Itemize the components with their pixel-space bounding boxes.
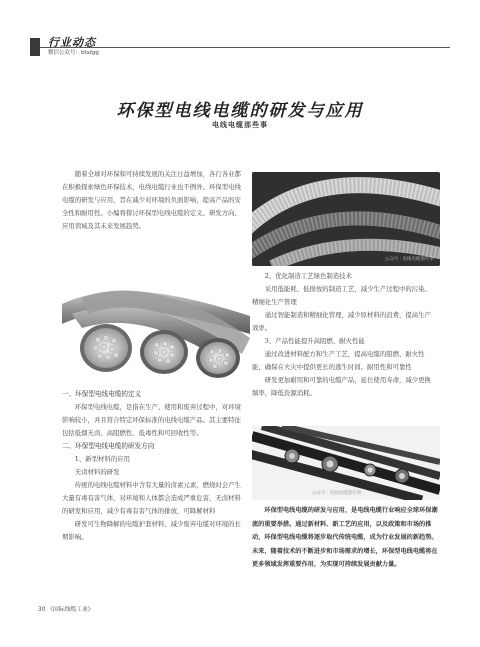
section-label: 行业动态 (48, 36, 96, 49)
section-heading-definition: 一、环保型电线电缆的定义 (62, 390, 142, 398)
left-intro-block (62, 168, 242, 233)
page-footer: 30 《国际线缆工业》 (38, 607, 94, 613)
conclusion-block (252, 504, 440, 572)
photo-watermark-top: 公众号 · 电线电缆那些事 (384, 257, 434, 262)
subheading-new-materials: 1、新型材料的应用 (74, 455, 130, 463)
article-byline: 电线电缆那些事 (212, 120, 268, 129)
wechat-account: 微信公众号：btxfgg (48, 50, 99, 56)
header-accent-block (30, 38, 40, 56)
smart-manufacturing-paragraph: 通过智能制造和精细化管理，减少原材料的浪费，提高生产效率。 (252, 311, 431, 332)
intro-paragraph: 随着全球对环保和可持续发展的关注日益增加，各行各业都在积极探索绿色环保技术，电线电缆行业也不例外。环保型电线电缆的研发与应用，旨在减少对环境的负面影响，提高产品的安全性和耐用性。小编将探讨环保型电线电缆的定义、研发方向、应用领域及其未来发展趋势。 (62, 170, 241, 230)
cable-bundle-image (62, 276, 250, 384)
green-manufacturing-paragraph: 采用低能耗、低排放的制造工艺，减少生产过程中的污染。精细化生产管理 (252, 285, 431, 306)
durability-paragraph: 研发更加耐用和可靠的电缆产品，延长使用寿命，减少更换频率，降低资源消耗。 (252, 376, 431, 397)
cable-cross-section-image (252, 426, 440, 500)
subheading-halogen-free: 无卤材料的研发 (74, 468, 120, 476)
right-body-block (252, 270, 434, 400)
left-body-block (62, 388, 242, 544)
cable-cross-section-photo (252, 426, 440, 500)
halogen-free-paragraph: 传统的电线电缆材料中含有大量的卤素元素，燃烧时会产生大量有毒有害气体，对环境和人体都会造成严重危害，无卤材料的研发和应用，减少有毒有害气体的排放，可降解材料 (62, 481, 241, 515)
definition-paragraph: 环保型电线电缆，是指在生产、使用和废弃过程中，对环境影响较小，并且符合特定环保标准的电线电缆产品。其主要特征包括低烟无卤、高阻燃性、低毒性和可回收性等。 (62, 403, 241, 437)
corrugated-cable-image (252, 172, 440, 266)
biodegradable-paragraph: 研发可生物降解的电缆护套材料，减少废弃电缆对环境的长期影响。 (62, 520, 241, 541)
photo-watermark-bottom: 公众号 · 电线电缆那些事 (312, 491, 362, 496)
corrugated-cable-photo (252, 172, 440, 266)
subheading-performance: 3、产品性能提升高阻燃、耐火性能 (264, 337, 365, 345)
article-title: 环保型电线电缆的研发与应用 (116, 101, 364, 121)
conclusion-paragraph: 环保型电线电缆的研发与应用，是电线电缆行业响应全球环保潮流的重要举措。通过新材料、新工艺的应用，以及政策和市场的推动，环保型电线电缆将逐步取代传统电缆，成为行业发展的新趋势。未来，随着技术的不断进步和市场需求的增长，环保型电线电缆将在更多领域发挥重要作用，为实现可持续发展贡献力量。 (252, 507, 438, 569)
section-heading-rnd: 二、环保型电线电缆的研发方向 (62, 442, 155, 450)
fire-resistance-paragraph: 通过改进材料配方和生产工艺，提高电缆的阻燃、耐火性能，确保在火灾中提供更长的逃生时间。耐用性和可靠性 (252, 350, 425, 371)
cable-illustration (62, 276, 250, 384)
subheading-green-manufacturing: 2、优化制造工艺绿色制造技术 (264, 272, 352, 280)
